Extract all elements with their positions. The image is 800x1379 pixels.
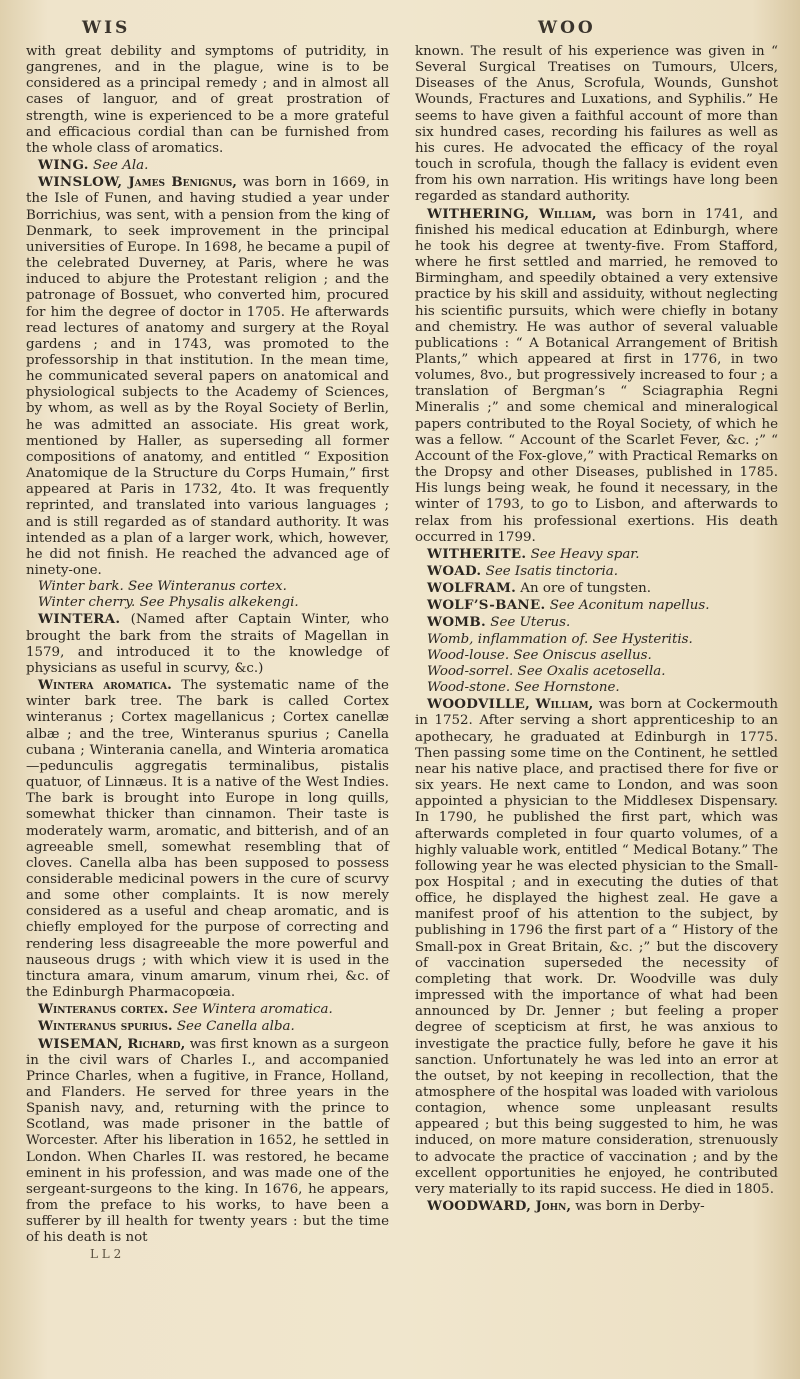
entry-headword: Womb, inflammation of. xyxy=(427,631,589,647)
cross-reference: See Ala. xyxy=(92,158,149,174)
cross-reference: See Winteranus cortex. xyxy=(128,579,287,595)
entry-text: The systematic name of the winter bark tree. The bark is called Cortex winteranus ; Cortex magellanicus ; Cortex canellæ albæ ; and the tree, Winteranus spurius ; Canella cubana ; Winterania canella, and Winteria aromatica—pedunculis aggregatis terminalibus, pistalis quatuor, of Linnæus. It is a native of the West Indies. The bark is brought into Europe in long quills, somewhat thicker than cinnamon. Their taste is moderately warm, aromatic, and bitterish, and of an agreeable smell, somewhat resembling that of cloves. Canella alba has been supposed to possess considerable medicinal powers in the cure of scurvy and some other complaints. It is now merely considered as a useful and cheap aromatic, and is chiefly employed for the purpose of correcting and rendering less disagreeable the more powerful and nauseous drugs ; with which view it is used in the tinctura amara, vinum amarum, vinum rhei, &c. of the Edinburgh Pharmacopœia. xyxy=(26,678,389,1001)
dictionary-entry xyxy=(415,632,778,648)
entry-given-names: John, xyxy=(535,1198,572,1215)
dictionary-entry xyxy=(26,677,389,1001)
entry-headword: Wood-sorrel. xyxy=(427,663,514,679)
dictionary-entry xyxy=(26,1036,389,1247)
entry-given-names: James Benignus, xyxy=(128,174,237,191)
entry-headword: WOLF’S-BANE. xyxy=(427,597,546,614)
dictionary-entry xyxy=(26,1001,389,1018)
entry-given-names: William, xyxy=(535,696,594,713)
entry-headword: Wood-stone. xyxy=(427,680,511,696)
cross-reference: See Wintera aromatica. xyxy=(172,1002,333,1018)
entry-headword: WOODVILLE, xyxy=(427,696,531,713)
entry-text: (Named after Captain Winter, who brought the bark from the straits of Magellan in 1579, and introduced it to the knowledge of physicians as useful in scurvy, &c.) xyxy=(26,612,389,676)
cross-reference: See Heavy spar. xyxy=(530,546,640,562)
entry-headword: Winter bark. xyxy=(38,579,124,595)
dictionary-entry xyxy=(415,597,778,614)
left-column xyxy=(26,44,389,1247)
entry-headword: Winteranus cortex. xyxy=(38,1001,169,1018)
entry-text: known. The result of his experience was given in “ Several Surgical Treatises on Tumours, Ulcers, Diseases of the Anus, Scrofula, Wounds, Gunshot Wounds, Fractures and Luxations, and Syphilis.” He seems to have given a faithful account of more than six hundred cases, recording his failures as well as his cures. He advocated the efficacy of the royal touch in scrofula, though the fallacy is evident even from his own narration. His writings have long been regarded as standard authority. xyxy=(415,44,778,205)
dictionary-entry xyxy=(26,611,389,677)
dictionary-entry xyxy=(415,563,778,580)
entry-given-names: William, xyxy=(538,205,597,222)
entry-headword: WITHERING, xyxy=(427,205,530,222)
running-head-left: WIS xyxy=(82,18,131,38)
cross-reference: See Oxalis acetosella. xyxy=(517,663,666,679)
entry-headword: WOMB. xyxy=(427,614,487,631)
dictionary-entry xyxy=(415,664,778,680)
cross-reference: See Canella alba. xyxy=(176,1019,295,1035)
running-head xyxy=(26,14,778,44)
entry-given-names: Richard, xyxy=(127,1035,186,1052)
text-columns xyxy=(26,44,778,1247)
signature-mark: L L 2 xyxy=(90,1246,122,1261)
entry-text: An ore of tungsten. xyxy=(520,581,652,597)
dictionary-entry xyxy=(26,595,389,611)
entry-headword: Wood-louse. xyxy=(427,647,510,663)
entry-headword: WINTERA. xyxy=(38,611,121,628)
dictionary-entry xyxy=(26,174,389,579)
dictionary-entry xyxy=(26,579,389,595)
entry-text: with great debility and symptoms of putridity, in gangrenes, and in the plague, wine is to be considered as a principal remedy ; and in almost all cases of languor, and of great prostration of strength, wine is experienced to be a more grateful and efficacious cordial than can be furnished from the whole class of aromatics. xyxy=(26,44,389,156)
cross-reference: See Hysteritis. xyxy=(592,631,693,647)
dictionary-entry xyxy=(26,157,389,174)
entry-headword: WINSLOW, xyxy=(38,174,123,191)
dictionary-entry xyxy=(415,580,778,597)
dictionary-entry xyxy=(415,206,778,546)
entry-text: was born in 1669, in the Isle of Funen, and having studied a year under Borrichius, was sent, with a pension from the king of Denmark, to seek improvement in the principal universities of Europe. In 1698, he became a pupil of the celebrated Duverney, at Paris, where he was induced to abjure the Protestant religion ; and the patronage of Bossuet, who converted him, procured for him the degree of doctor in 1705. He afterwards read lectures of anatomy and surgery at the Royal gardens ; and in 1743, was promoted to the professorship in that institution. In the mean time, he communicated several papers on anatomical and physiological subjects to the Academy of Sciences, by whom, as well as by the Royal Society of Berlin, he was admitted an associate. His great work, mentioned by Haller, as superseding all former compositions of anatomy, and entitled “ Exposition Anatomique de la Structure du Corps Humain,” first appeared at Paris in 1732, 4to. It was frequently reprinted, and translated into various languages ; and is still regarded as of standard authority. It was intended as a plan of a larger work, which, however, he did not finish. He reached the advanced age of ninety-one. xyxy=(26,175,389,578)
entry-headword: Wintera aromatica. xyxy=(38,677,172,694)
dictionary-entry xyxy=(415,614,778,631)
cross-reference: See Isatis tinctoria. xyxy=(485,564,619,579)
entry-headword: Winter cherry. xyxy=(38,595,136,611)
cross-reference: See Uterus. xyxy=(490,615,571,631)
continued-paragraph xyxy=(26,44,389,157)
entry-text: was born in Derby- xyxy=(575,1199,705,1215)
running-head-right: WOO xyxy=(538,18,596,38)
cross-reference: See Hornstone. xyxy=(514,680,620,696)
entry-headword: WOODWARD, xyxy=(427,1198,532,1215)
entry-headword: Winteranus spurius. xyxy=(38,1018,173,1035)
entry-headword: WITHERITE. xyxy=(427,545,527,562)
right-column xyxy=(415,44,778,1247)
cross-reference: See Oniscus asellus. xyxy=(513,647,652,663)
dictionary-entry xyxy=(415,546,778,563)
entry-headword: WISEMAN, xyxy=(38,1035,123,1052)
entry-text: was first known as a surgeon in the civil wars of Charles I., and accompanied Prince Charles, when a fugitive, in France, Holland, and Flanders. He served for three years in the Spanish navy, and, returning with the prince to Scotland, was made prisoner in the battle of Worcester. After his liberation in 1652, he settled in London. When Charles II. was restored, he became eminent in his profession, and was made one of the sergeant-surgeons to the king. In 1676, he appears, from the preface to his works, to have been a sufferer by ill health for twenty years : but the time of his death is not xyxy=(26,1036,389,1246)
dictionary-entry xyxy=(415,696,778,1198)
entry-headword: WOLFRAM. xyxy=(427,580,517,597)
dictionary-entry xyxy=(415,648,778,664)
continued-paragraph xyxy=(415,44,778,206)
cross-reference: See Physalis alkekengi. xyxy=(139,595,299,611)
dictionary-entry xyxy=(415,1198,778,1215)
entry-text: was born at Cockermouth in 1752. After serving a short apprenticeship to an apothecary, he graduated at Edinburgh in 1775. Then passing some time on the Continent, he settled near his native place, and practised there for five or six years. He next came to London, and was soon appointed a physician to the Middlesex Dispensary. In 1790, he published the first part, which was afterwards completed in four quarto volumes, of a highly valuable work, entitled “ Medical Botany.” The following year he was elected physician to the Small-pox Hospital ; and in executing the duties of that office, he displayed the highest zeal. He gave a manifest proof of his attention to the subject, by publishing in 1796 the first part of a “ History of the Small-pox in Great Britain, &c. ;” but the discovery of vaccination superseded the necessity of completing that work. Dr. Woodville was duly impressed with the importance of what had been announced by Dr. Jenner ; but feeling a proper degree of scepticism at first, he was anxious to investigate the practice fully, before he gave it his sanction. Unfortunately he was led into an error at the outset, by not keeping in recollection, that the atmosphere of the hospital was loaded with variolous contagion, whence some unpleasant results appeared ; but this being suggested to him, he was induced, on more mature consideration, strenuously to advocate the practice of vaccination ; and by the excellent opportunities he enjoyed, he contributed very materially to its rapid success. He died in 1805. xyxy=(415,697,778,1197)
dictionary-entry xyxy=(415,680,778,696)
entry-headword: WING. xyxy=(38,157,89,174)
cross-reference: See Aconitum napellus. xyxy=(549,598,710,614)
entry-text: was born in 1741, and finished his medical education at Edinburgh, where he took his degree at twenty-five. From Stafford, where he first settled and married, he removed to Birmingham, and speedily obtained a very extensive practice by his skill and assiduity, without neglecting his scientific pursuits, which were chiefly in botany and chemistry. He was author of several valuable publications : “ A Botanical Arrangement of British Plants,” which appeared at first in 1776, in two volumes, 8vo., but progressively increased to four ; a translation of Bergman’s “ Sciagraphia Regni Mineralis ;” and some chemical and mineralogical papers contributed to the Royal Society, of which he was a fellow. “ Account of the Scarlet Fever, &c. ;” “ Account of the Fox-glove,” with Practical Remarks on the Dropsy and other Diseases, published in 1785. His lungs being weak, he found it necessary, in the winter of 1793, to go to Lisbon, and afterwards to relax from his professional exertions. His death occurred in 1799. xyxy=(415,206,778,545)
entry-headword: WOAD. xyxy=(427,563,482,579)
dictionary-entry xyxy=(26,1018,389,1035)
